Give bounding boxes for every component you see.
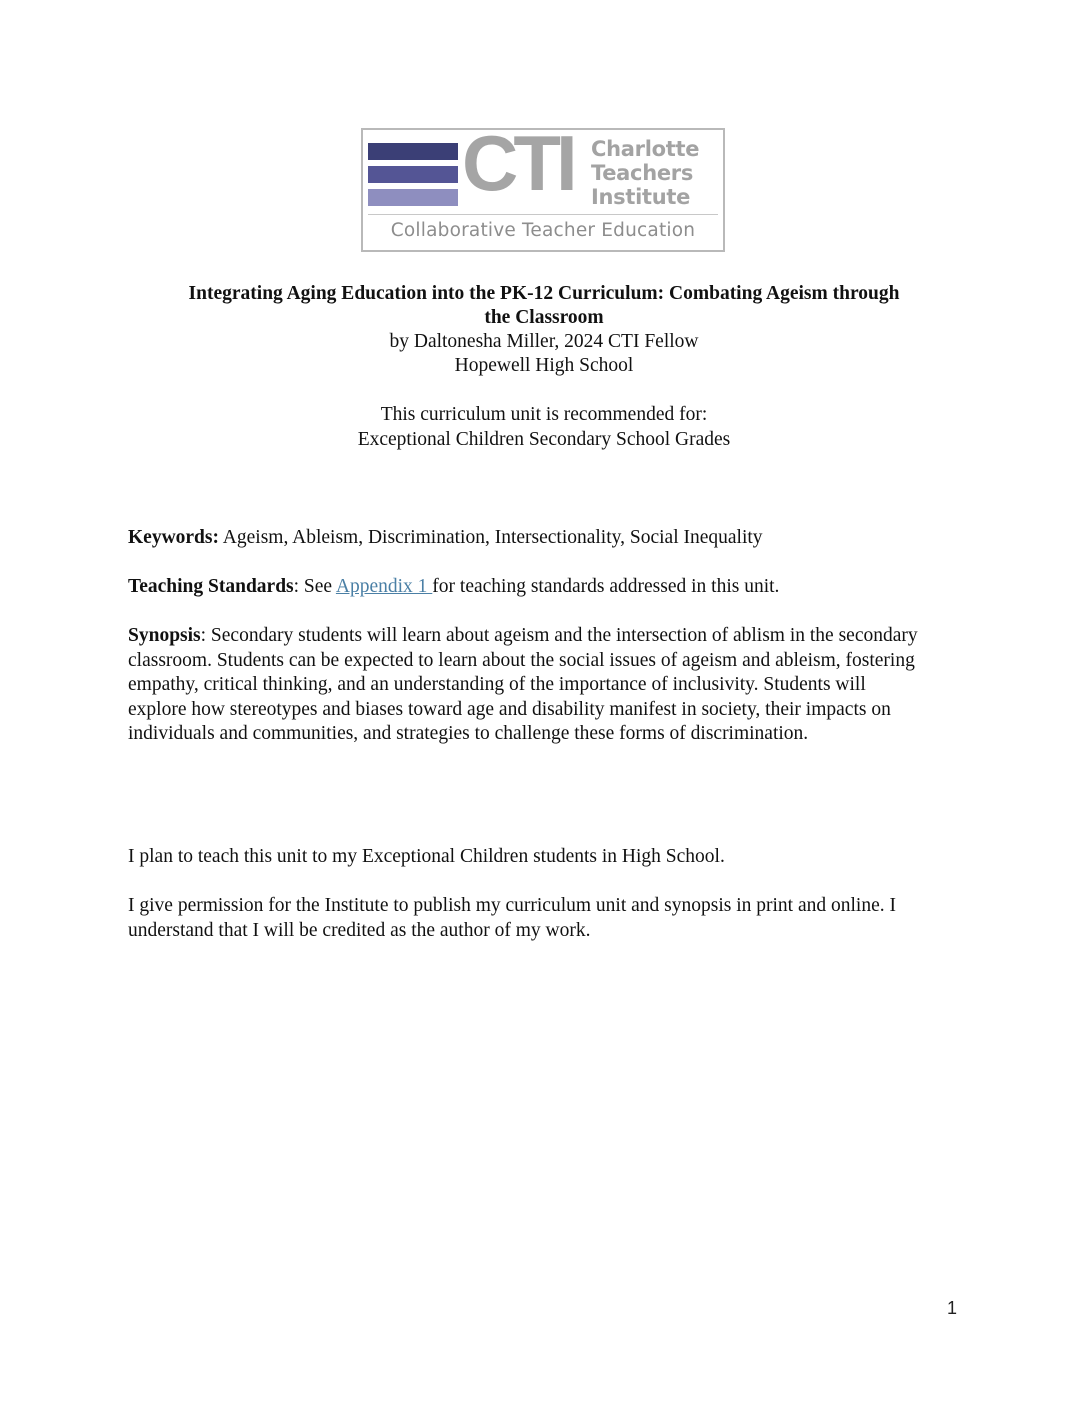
logo-wordmark [591,137,699,209]
recommendation-line: This curriculum unit is recommended for: [380,404,708,425]
teaching-standards-paragraph [128,575,928,600]
school-name: Hopewell High School [454,355,634,376]
standards-post: for teaching standards addressed in this unit. [432,576,780,597]
keywords-paragraph [128,526,928,551]
logo-stripe-3 [368,189,458,206]
synopsis-text: : Secondary students will learn about ageism and the intersection of ablism in the secondary classroom. Students can be expected to learn about the social issues of ageism and ableism, fostering empathy, critical thinking, and an understanding of the importance of inclusivity. Students will explore how stereotypes and biases toward age and disability manifest in society, their impacts on individuals and communities, and strategies to challenge these forms of discrimination. [128,625,918,744]
recommendation-audience: Exceptional Children Secondary School Grades [357,429,731,450]
synopsis-paragraph [128,624,928,747]
logo-stripe-2 [368,166,458,183]
logo-word-1: Charlotte [591,137,700,161]
logo-abbreviation: CTI [462,119,573,207]
plan-paragraph: I plan to teach this unit to my Exceptional Children students in High School. [128,846,725,867]
logo-divider [368,214,718,215]
author-byline: by Daltonesha Miller, 2024 CTI Fellow [389,331,699,352]
logo-word-3: Institute [591,185,691,209]
document-title [0,282,1088,330]
appendix-link[interactable]: Appendix 1 [335,576,433,597]
cti-logo [361,119,725,252]
keywords-text: Ageism, Ableism, Discrimination, Intersectionality, Social Inequality [219,527,763,548]
logo-word-2: Teachers [591,161,694,185]
standards-label: Teaching Standards [128,576,294,597]
title-text: Integrating Aging Education into the PK-12 Curriculum: Combating Ageism through the Classroom [188,283,900,328]
standards-pre: : See [293,576,336,597]
synopsis-label: Synopsis [128,625,201,646]
page-number: 1 [947,1298,958,1318]
logo-tagline: Collaborative Teacher Education [390,220,696,241]
permission-paragraph: I give permission for the Institute to publish my curriculum unit and synopsis in print and online. I understand that I will be credited as the author of my work. [128,895,896,941]
logo-stripe-1 [368,143,458,160]
keywords-label: Keywords: [128,527,219,548]
